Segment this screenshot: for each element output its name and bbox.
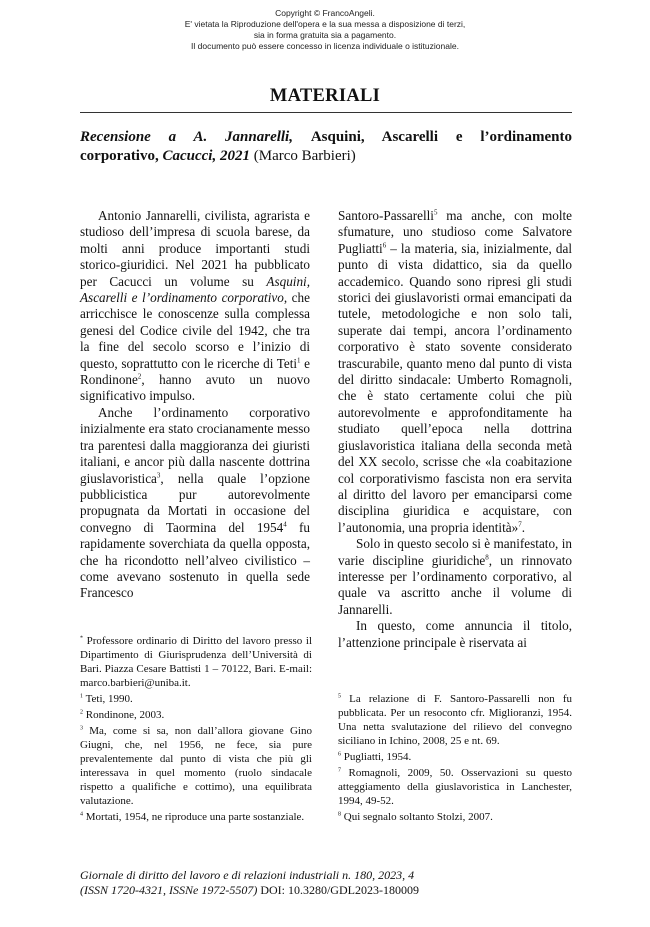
footnote-text: Rondinone, 2003. — [85, 709, 165, 721]
footnote-text: Teti, 1990. — [85, 693, 133, 705]
section-divider — [80, 112, 572, 113]
footnote — [338, 810, 572, 824]
journal-name: Giornale di diritto del lavoro e di relazioni industriali n. 180, 2023, 4 — [80, 868, 415, 882]
text-run: – la materia, sia, inizialmente, dal punto di vista didattico, sia da quello accademico. Quando sono ripresi gli studi storici dei giuslavoristi ormai emancipati da tutele, metodologiche e non solo tali, superate dai tempi, ancora l’ordinamento corporativo è stato sovente considerato trascurabile, quanto meno dal punto di vista del diritto sindacale: Umberto Romagnoli, che è stato certamente colui che più autorevolmente e approfonditamente ha studiato quell’epoca nella dottrina giuslavoristica italiana della seconda metà del XX secolo, scrisse che «la coabitazione col corporativismo fascista non era servita al diritto del lavoro per emanciparsi come disciplina giuridica e acquistare, con l’autonomia, una propria identità» — [338, 240, 572, 535]
footnote — [80, 724, 312, 808]
footnote-mark: 2 — [80, 709, 83, 716]
footnote — [80, 692, 312, 706]
footnote-text: La relazione di F. Santoro-Passarelli non fu pubblicata. Per un resoconto cfr. Miglioranzi, 1954. Una netta svalutazione del rilievo del convegno siciliano in Ichino, 2008, 25 e nt. 69. — [338, 693, 573, 747]
review-author: (Marco Barbieri) — [253, 148, 356, 164]
body-paragraph — [80, 405, 310, 602]
footnote — [338, 692, 572, 748]
text-run: Anche l’ordinamento corporativo inizialmente era stato crocianamente messo tra parentesi dalla maggioranza dei giuristi italiani, e ancor più dalla nascente dottrina giuslavoristica — [80, 404, 310, 486]
body-paragraph — [338, 536, 572, 618]
footnote-ref: 6 — [382, 241, 387, 250]
footnote-ref: 1 — [297, 356, 301, 365]
journal-doi: DOI: 10.3280/GDL2023-180009 — [257, 883, 419, 897]
footnote-ref: 2 — [137, 372, 142, 381]
journal-footer — [80, 868, 572, 898]
footnote-text: Qui segnalo soltanto Stolzi, 2007. — [343, 811, 493, 823]
text-run: In questo, come annuncia il titolo, l’attenzione principale è riservata ai — [338, 618, 572, 650]
footnote-text: Mortati, 1954, ne riproduce una parte sostanziale. — [85, 811, 305, 823]
review-heading-line — [80, 128, 572, 147]
footnote — [338, 766, 572, 808]
footnotes-right — [338, 692, 572, 826]
text-run: , nella quale l’opzione pubblicistica pur autorevolmente propugnata da Mortati in occasione del convegno di Taormina del 1954 — [80, 470, 310, 535]
footnote-ref: 4 — [283, 520, 287, 529]
text-run: e Rondinone — [80, 355, 310, 388]
footnote-mark: 1 — [80, 693, 83, 700]
review-heading-line — [80, 147, 572, 166]
review-heading — [80, 128, 572, 166]
footnote — [80, 708, 312, 722]
footnote-text: Pugliatti, 1954. — [343, 751, 412, 763]
footnote-ref: 5 — [433, 208, 438, 217]
footnote-ref: 3 — [156, 471, 161, 480]
footnote-mark: 3 — [80, 725, 83, 732]
review-publisher: Cacucci, 2021 — [162, 148, 250, 164]
body-paragraph: Santoro-Passarelli$^5$ ma anche, con molte sfumature, uno studioso come Salvatore Pugliatti$^6$ – la materia, sia, inizialmente, dal punto di vista didattico, sia da quello accademico. Quando sono ripresi gli studi storici dei giuslavoristi ormai emancipati da tutele, metodologiche e non solo tali, superate dai tempi, ancora l’ordinamento corporativo è stato sovente considerato trascurabile, quanto meno dal punto di vista del diritto sindacale: Umberto Romagnoli, che è stato certamente colui che più autorevolmente e approfonditamente ha studiato quell’epoca nella dottrina giuslavoristica italiana della seconda metà del XX secolo, scrisse che «la coabitazione col corporativismo fascista non era servita al diritto del lavoro per emanciparsi come disciplina giuridica e acquistare, con l’autonomia, una propria identità»$^7$. — [338, 208, 572, 535]
footnote-ref: 7 — [518, 520, 522, 529]
footnote-ref: 8 — [485, 553, 489, 562]
review-book-title-end: corporativo, — [80, 148, 159, 164]
copyright-line: Copyright © FrancoAngeli. — [275, 8, 375, 18]
footnote-mark: 7 — [338, 767, 341, 774]
book-title: Asquini, Ascarelli e l’ordinamento corporativo — [80, 273, 310, 306]
footnote — [80, 634, 312, 690]
text-run: Antonio Jannarelli, civilista, agrarista e studioso dell’impresa di scuola barese, da molti anni produce importanti studi storico-giuridici. Nel 2021 ha pubblicato per Cacucci un volume su — [80, 208, 310, 289]
footnote-text: Romagnoli, 2009, 50. Osservazioni su questo atteggiamento della giuslavoristica in Lanchester, 1994, 49-52. — [338, 767, 573, 807]
text-run: Solo in questo secolo si è manifestato, in varie discipline giuridiche — [338, 536, 572, 568]
copyright-line: E' vietata la Riproduzione dell'opera e la sua messa a disposizione di terzi, — [184, 19, 466, 29]
text-run: , un rinnovato interesse per l’ordinamento corporativo, al quale va ascritto anche il volume di Jannarelli. — [338, 552, 572, 617]
text-run: , che arricchisce le conoscenze sulla complessa genesi del Codice civile del 1942, che tra la fine del secolo scorso e l’inizio di questo, soprattutto con le ricerche di Teti — [80, 290, 310, 371]
footnotes-left — [80, 634, 312, 826]
review-prefix: Recensione a A. Jannarelli, — [80, 129, 293, 145]
footnote-mark: 4 — [80, 811, 83, 818]
footnote-text: Ma, come si sa, non dall’allora giovane Gino Giugni, che, nel 1956, ne fece, sia pure prevalentemente dal punto di vista che più gli interessava in quel momento (ruolo sindacale rispetto a qualifiche e cottimo), una equilibrata valutazione. — [80, 725, 312, 807]
footnote-mark: 6 — [338, 751, 341, 758]
footnote-mark: 5 — [338, 693, 341, 700]
copyright-notice — [0, 8, 650, 52]
text-run: , hanno avuto un nuovo significativo impulso. — [80, 372, 310, 404]
body-paragraph — [338, 618, 572, 651]
footnote-mark: * — [80, 635, 83, 642]
footnote-text: Professore ordinario di Diritto del lavoro presso il Dipartimento di Giurisprudenza dell’Università di Bari. Piazza Cesare Battisti 1 – 70122, Bari. E-mail: marco.barbieri@uniba.it. — [80, 635, 312, 689]
footnote — [338, 750, 572, 764]
text-run: ma anche, con molte sfumature, uno studioso come Salvatore Pugliatti — [338, 208, 572, 256]
copyright-line: sia in forma gratuita sia a pagamento. — [253, 30, 397, 40]
text-run: fu rapidamente soverchiata da quella opposta, che ha ricondotto nell’alveo civilistico – come avevano sostenuto in quella sede Francesco — [80, 519, 310, 601]
text-run: Santoro-Passarelli — [338, 208, 434, 223]
journal-issn: (ISSN 1720-4321, ISSNe 1972-5507) — [80, 883, 258, 897]
footnote — [80, 810, 312, 824]
footnote-mark: 8 — [338, 811, 341, 818]
body-column-left — [80, 208, 310, 602]
copyright-line: Il documento può essere concesso in licenza individuale o istituzionale. — [191, 41, 459, 51]
section-title: MATERIALI — [269, 86, 381, 106]
review-book-title: Asquini, Ascarelli e l’ordinamento — [310, 129, 572, 145]
body-paragraph — [80, 208, 310, 405]
body-column-right — [338, 208, 572, 651]
